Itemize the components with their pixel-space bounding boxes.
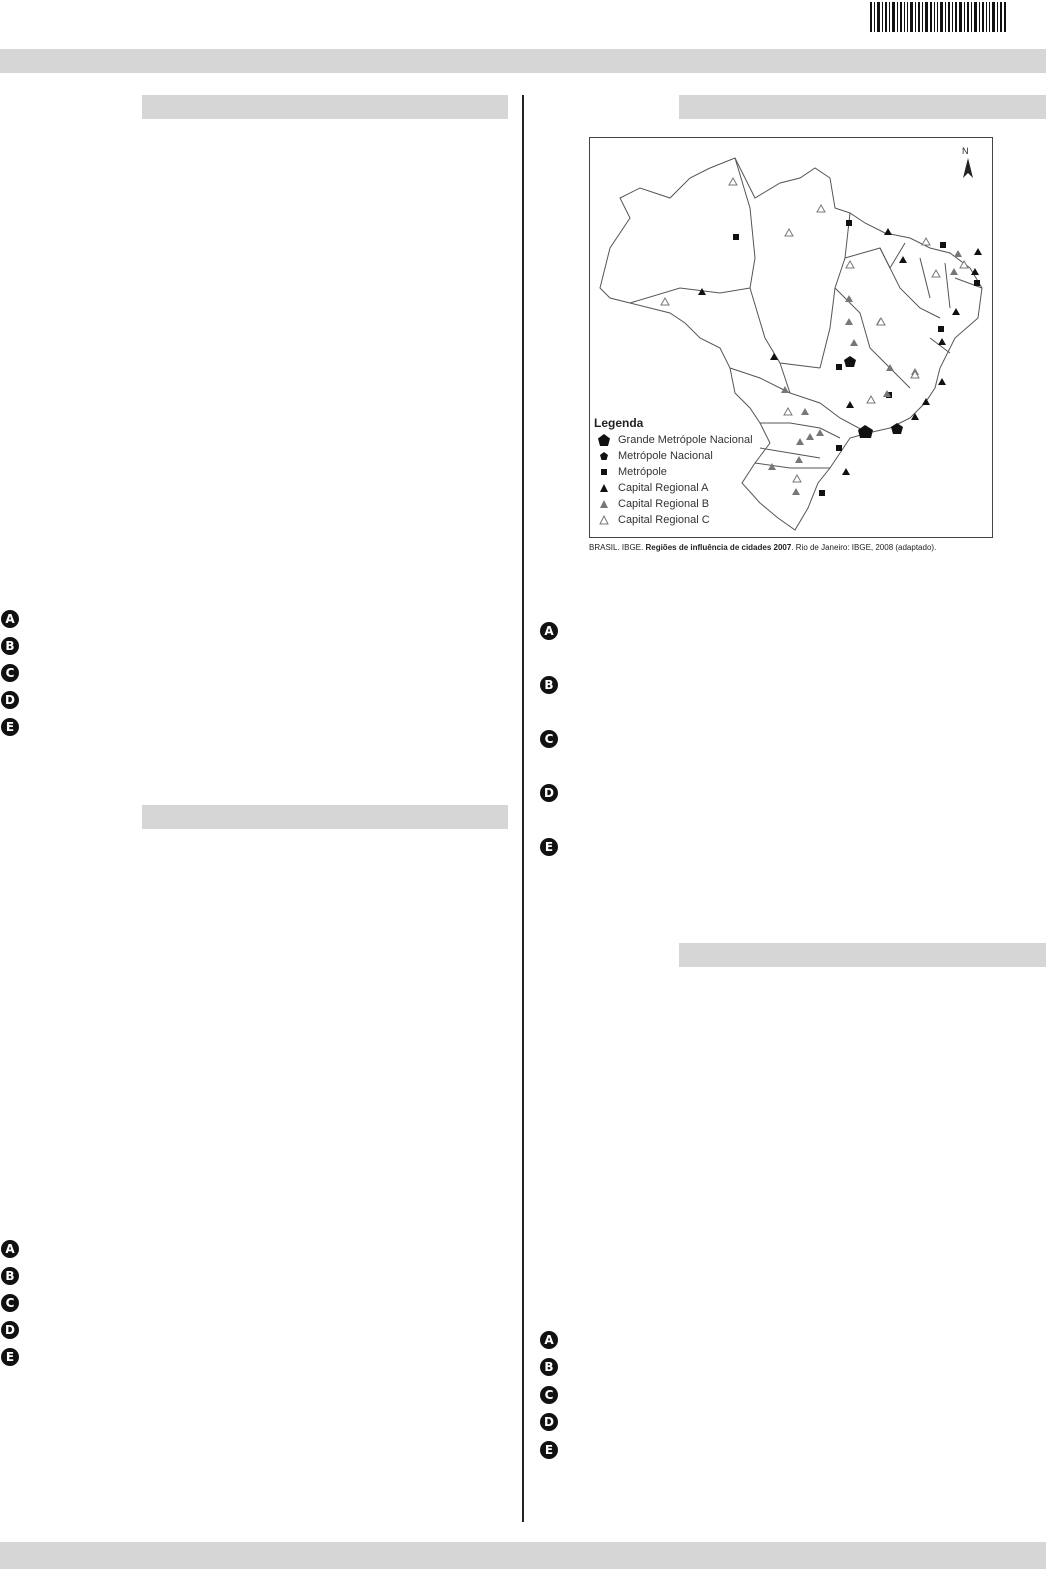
north-label: N <box>962 146 969 156</box>
option-b-marker[interactable]: B <box>540 1358 558 1376</box>
question-header-left-2 <box>142 805 508 829</box>
option-c-marker[interactable]: C <box>540 730 558 748</box>
question-header-left-1 <box>142 95 508 119</box>
option-a-marker[interactable]: A <box>540 1331 558 1349</box>
triangle-gray-icon <box>598 498 610 510</box>
caption-title: Regiões de influência de cidades 2007 <box>645 543 792 552</box>
header-band <box>0 49 1046 73</box>
legend-label: Capital Regional A <box>618 482 709 494</box>
option-d-marker[interactable]: D <box>540 1413 558 1431</box>
option-c-marker[interactable]: C <box>540 1386 558 1404</box>
option-e-marker[interactable]: E <box>1 718 19 736</box>
legend-item <box>594 448 753 464</box>
legend-item <box>594 464 753 480</box>
caption-prefix: BRASIL. IBGE. <box>589 543 646 552</box>
legend-item <box>594 512 753 528</box>
option-c-marker[interactable]: C <box>1 1294 19 1312</box>
legend-item <box>594 480 753 496</box>
option-e-marker[interactable]: E <box>540 838 558 856</box>
map-caption <box>589 543 936 552</box>
legend-label: Capital Regional C <box>618 514 710 526</box>
option-d-marker[interactable]: D <box>540 784 558 802</box>
footer-band <box>0 1542 1046 1569</box>
map-legend <box>594 416 753 528</box>
brazil-map-figure <box>589 137 993 538</box>
legend-item <box>594 496 753 512</box>
option-a-marker[interactable]: A <box>540 622 558 640</box>
pentagon-icon <box>598 450 610 462</box>
option-e-marker[interactable]: E <box>540 1441 558 1459</box>
column-divider <box>522 95 524 1522</box>
legend-title: Legenda <box>594 416 644 430</box>
option-d-marker[interactable]: D <box>1 1321 19 1339</box>
pentagon-large-icon <box>598 434 610 446</box>
option-c-marker[interactable]: C <box>1 664 19 682</box>
legend-label: Metrópole <box>618 466 667 478</box>
caption-suffix: . Rio de Janeiro: IBGE, 2008 (adaptado). <box>791 543 937 552</box>
triangle-outline-icon <box>598 514 610 526</box>
legend-label: Capital Regional B <box>618 498 710 510</box>
legend-label: Metrópole Nacional <box>618 450 713 462</box>
option-b-marker[interactable]: B <box>1 637 19 655</box>
option-b-marker[interactable]: B <box>540 676 558 694</box>
option-a-marker[interactable]: A <box>1 610 19 628</box>
legend-label: Grande Metrópole Nacional <box>618 434 753 446</box>
north-arrow-icon <box>956 146 980 182</box>
barcode <box>870 2 1006 32</box>
north-arrow <box>956 146 980 182</box>
question-header-right-2 <box>679 943 1046 967</box>
triangle-dark-icon <box>598 482 610 494</box>
option-d-marker[interactable]: D <box>1 691 19 709</box>
legend-item <box>594 432 753 448</box>
question-header-right-1 <box>679 95 1046 119</box>
option-b-marker[interactable]: B <box>1 1267 19 1285</box>
square-icon <box>598 466 610 478</box>
option-a-marker[interactable]: A <box>1 1240 19 1258</box>
option-e-marker[interactable]: E <box>1 1348 19 1366</box>
